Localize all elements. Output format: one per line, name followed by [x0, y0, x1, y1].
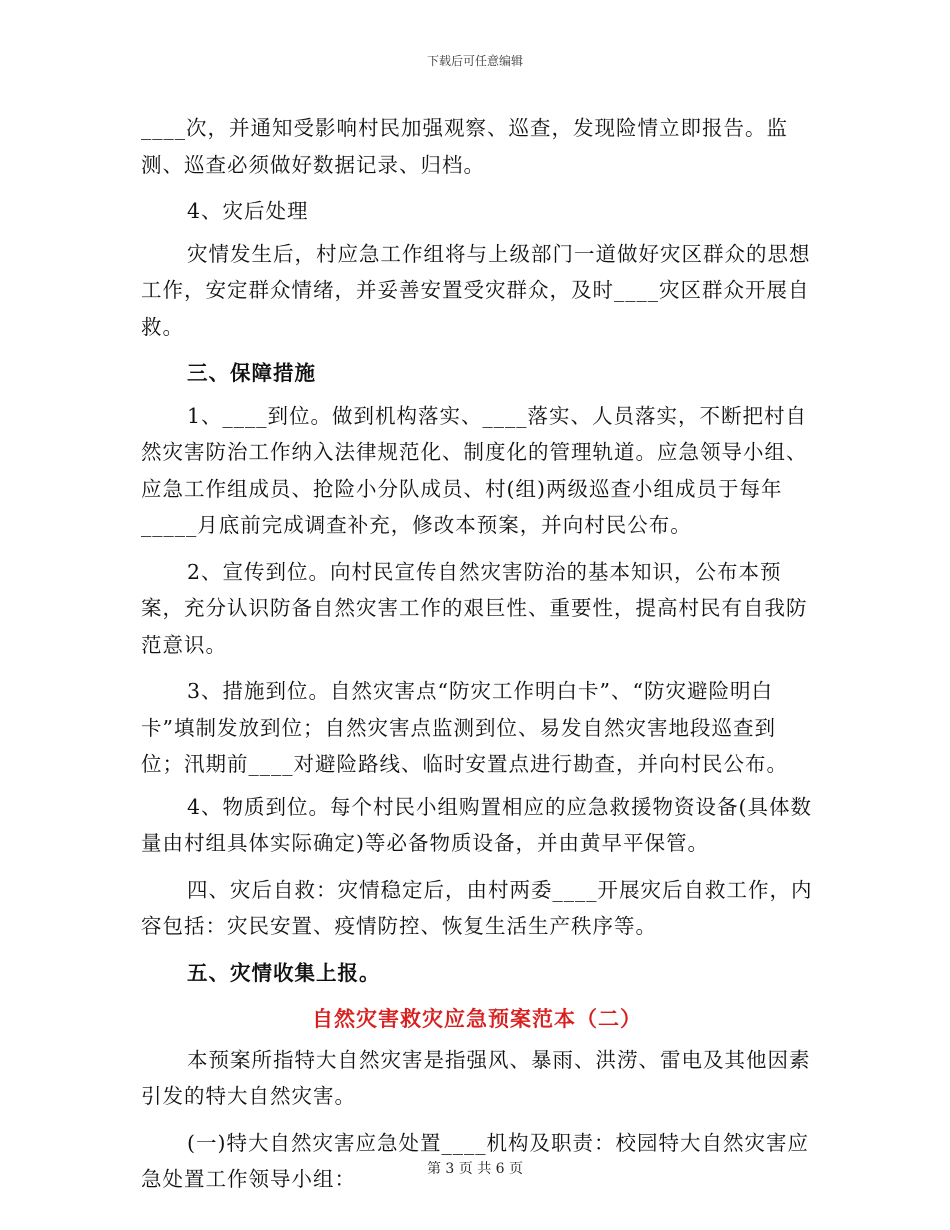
- page-number: 第 3 页 共 6 页: [426, 1161, 524, 1177]
- heading-five: 五、灾情收集上报。: [187, 960, 381, 985]
- paragraph-8: 四、灾后自救：灾情稳定后，由村两委____开展灾后自救工作，内容包括：灾民安置、疫情防控、恢复生活生产秩序等。: [141, 877, 813, 938]
- paragraph-7: 4、物质到位。每个村民小组购置相应的应急救援物资设备(具体数量由村组具体实际确定)等必备物质设备，并由黄早平保管。: [141, 794, 813, 855]
- paragraph-1: ____次，并通知受影响村民加强观察、巡查，发现险情立即报告。监测、巡查必须做好数据记录、归档。: [141, 116, 788, 177]
- heading-three: 三、保障措施: [187, 361, 316, 385]
- paragraph-10: (一)特大自然灾害应急处置____机构及职责：校园特大自然灾害应急处置工作领导小组：: [141, 1130, 809, 1191]
- paragraph-6: 3、措施到位。自然灾害点“防灾工作明白卡”、“防灾避险明白卡”填制发放到位；自然灾害点监测到位、易发自然灾害地段巡查到位；汛期前____对避险路线、临时安置点进行勘查，并向村民公布。: [141, 679, 788, 776]
- document-body: [141, 110, 813, 1198]
- paragraph-4: 1、____到位。做到机构落实、____落实、人员落实，不断把村自然灾害防治工作纳入法律规范化、制度化的管理轨道。应急领导小组、应急工作组成员、抢险小分队成员、村(组)两级巡查小组成员于每年_____月底前完成调查补充，修改本预案，并向村民公布。: [141, 403, 808, 537]
- paragraph-2: 4、灾后处理: [187, 199, 309, 223]
- page-header-note: 下载后可任意编辑: [426, 54, 523, 68]
- section-title: 自然灾害救灾应急预案范本（二）: [312, 1006, 642, 1031]
- paragraph-3: 灾情发生后，村应急工作组将与上级部门一道做好灾区群众的思想工作，安定群众情绪，并妥善安置受灾群众，及时____灾区群众开展自救。: [141, 241, 811, 339]
- paragraph-5: 2、宣传到位。向村民宣传自然灾害防治的基本知识，公布本预案，充分认识防备自然灾害工作的艰巨性、重要性，提高村民有自我防范意识。: [141, 559, 808, 657]
- paragraph-9: 本预案所指特大自然灾害是指强风、暴雨、洪涝、雷电及其他因素引发的特大自然灾害。: [141, 1047, 811, 1108]
